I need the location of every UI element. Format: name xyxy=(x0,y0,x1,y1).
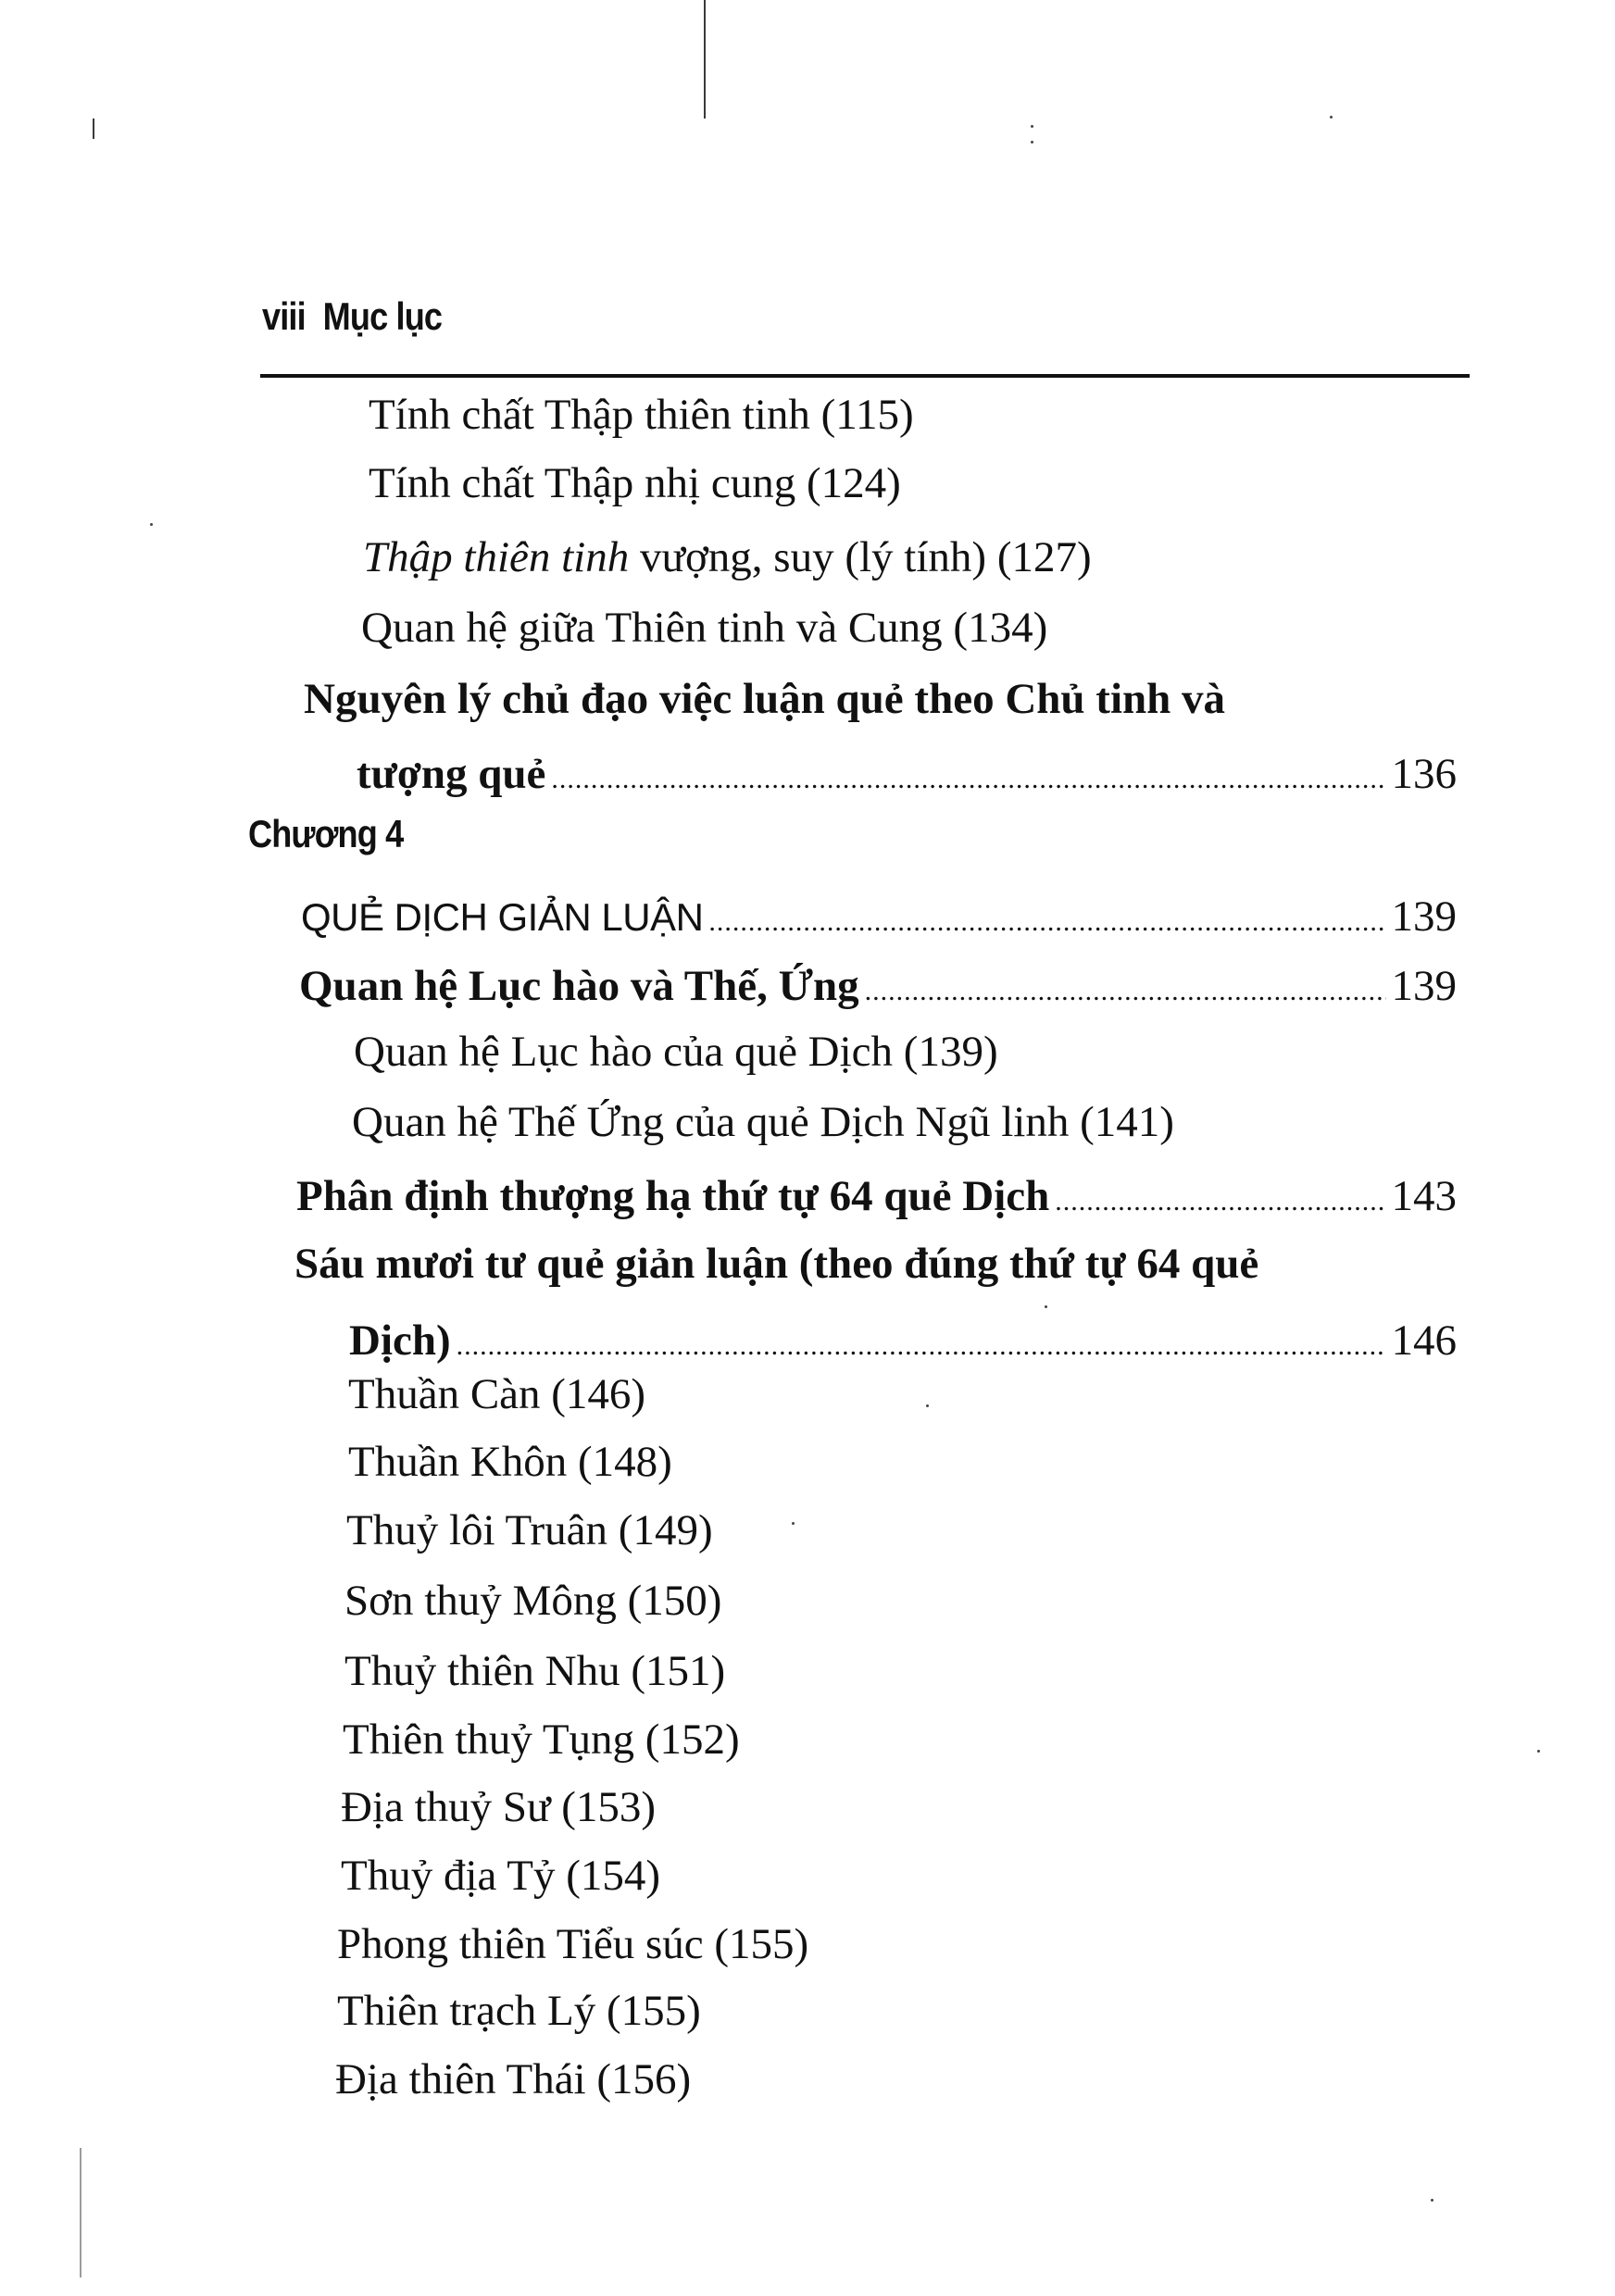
chapter-heading: Chương 4 xyxy=(248,812,404,855)
toc-entry: Tính chất Thập thiên tinh (115) xyxy=(369,391,914,439)
header-page-number: viii xyxy=(262,294,306,338)
toc-page-number: 136 xyxy=(1391,750,1457,798)
toc-dotted-line xyxy=(299,960,1457,1017)
toc-section-entry-cont: Dịch) xyxy=(349,1316,451,1365)
toc-dotted-line xyxy=(349,1315,1457,1372)
toc-entry: Quan hệ Thế Ứng của quẻ Dịch Ngũ linh (141) xyxy=(352,1098,1174,1146)
hexagram-entry: Thuần Khôn (148) xyxy=(348,1438,672,1486)
toc-entry xyxy=(363,531,1092,583)
toc-page-number: 146 xyxy=(1391,1316,1457,1365)
toc-dotted-line xyxy=(357,748,1457,805)
toc-entry-rest: vượng, suy (lý tính) (127) xyxy=(629,533,1092,581)
toc-entry: Tính chất Thập nhị cung (124) xyxy=(369,459,901,507)
hexagram-entry: Địa thuỷ Sư (153) xyxy=(341,1783,657,1831)
dot-leader xyxy=(865,966,1386,1017)
toc-page-number: 139 xyxy=(1391,962,1457,1010)
toc-section-entry-cont: tượng quẻ xyxy=(357,750,546,798)
hexagram-entry: Thiên trạch Lý (155) xyxy=(337,1987,701,2035)
hexagram-entry: Sơn thuỷ Mông (150) xyxy=(344,1577,722,1625)
hexagram-entry: Thiên thuỷ Tụng (152) xyxy=(343,1716,740,1764)
dot-leader xyxy=(551,754,1385,805)
toc-entry: Quan hệ Lục hào của quẻ Dịch (139) xyxy=(354,1028,998,1076)
toc-entry: Quan hệ giữa Thiên tinh và Cung (134) xyxy=(361,604,1048,652)
header-title: Mục lục xyxy=(322,294,443,338)
dot-leader xyxy=(708,896,1385,948)
hexagram-entry: Địa thiên Thái (156) xyxy=(335,2055,692,2103)
toc-page-number: 139 xyxy=(1391,892,1457,941)
toc-dotted-line xyxy=(296,1170,1457,1228)
hexagram-entry: Phong thiên Tiểu súc (155) xyxy=(337,1920,809,1968)
dot-leader xyxy=(457,1320,1386,1372)
toc-section-entry: Nguyên lý chủ đạo việc luận quẻ theo Chủ tinh và xyxy=(304,675,1226,723)
hexagram-entry: Thuỷ địa Tỷ (154) xyxy=(341,1852,661,1900)
toc-section-entry: Sáu mươi tư quẻ giản luận (theo đúng thứ tự 64 quẻ xyxy=(294,1240,1259,1288)
hexagram-entry: Thuần Càn (146) xyxy=(348,1370,646,1418)
toc-section-entry: Phân định thượng hạ thứ tự 64 quẻ Dịch xyxy=(296,1172,1050,1220)
toc-dotted-line xyxy=(301,891,1457,948)
chapter-title: QUẺ DỊCH GIẢN LUẬN xyxy=(301,895,704,939)
hexagram-entry: Thuỷ lôi Truân (149) xyxy=(346,1506,713,1554)
toc-section-entry: Quan hệ Lục hào và Thế, Ứng xyxy=(299,962,859,1010)
dot-leader xyxy=(1055,1176,1385,1228)
toc-entry-italic: Thập thiên tinh xyxy=(363,533,630,581)
toc-page-number: 143 xyxy=(1391,1172,1457,1220)
hexagram-entry: Thuỷ thiên Nhu (151) xyxy=(344,1647,726,1695)
